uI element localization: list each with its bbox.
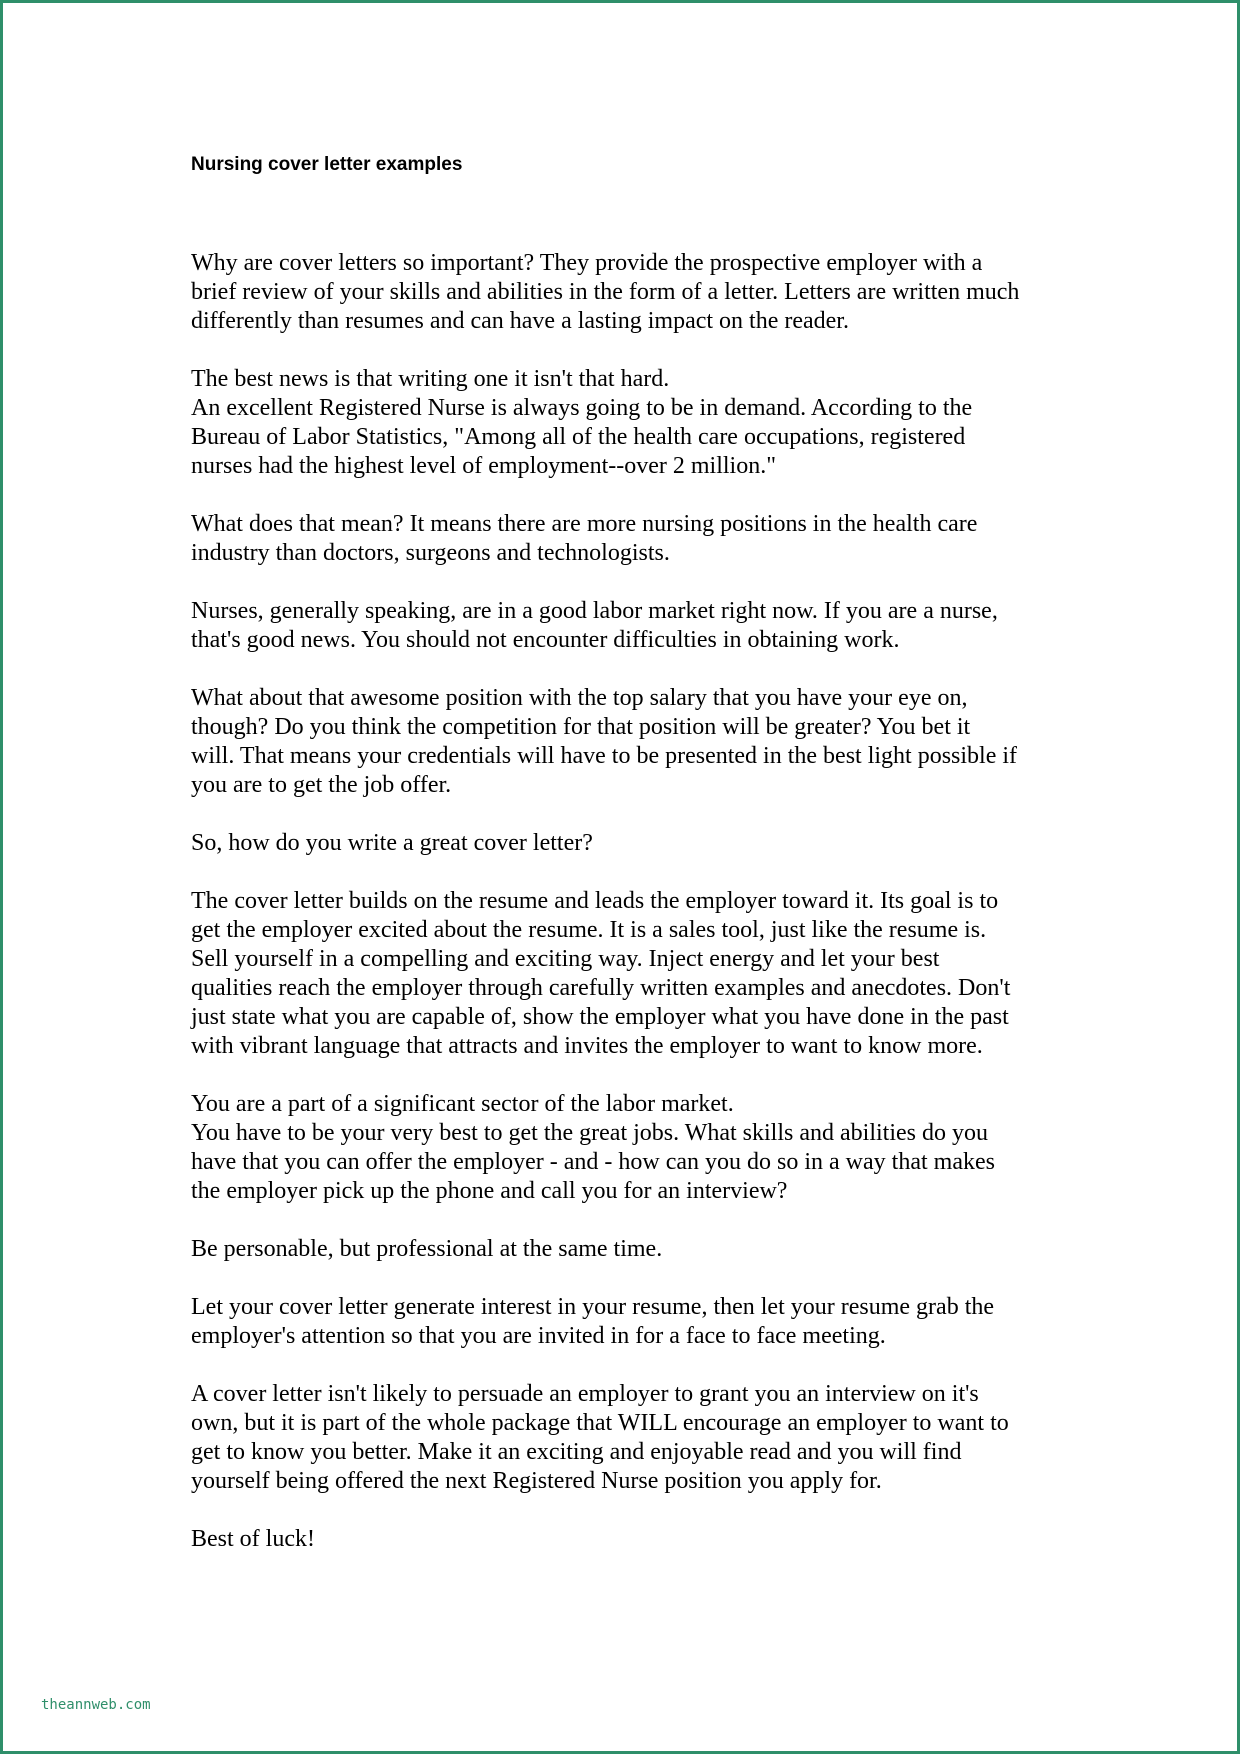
paragraph-line: nurses had the highest level of employment--over 2 million." — [191, 453, 776, 479]
paragraph-line: differently than resumes and can have a lasting impact on the reader. — [191, 308, 849, 334]
paragraph — [191, 1235, 1071, 1264]
paragraph-line: Best of luck! — [191, 1526, 315, 1552]
paragraph-line: you are to get the job offer. — [191, 772, 452, 798]
paragraph-line: employer's attention so that you are invited in for a face to face meeting. — [191, 1323, 886, 1349]
paragraph-line: Nurses, generally speaking, are in a good labor market right now. If you are a nurse, — [191, 598, 998, 624]
paragraph-line: Be personable, but professional at the same time. — [191, 1236, 663, 1262]
paragraph-line: brief review of your skills and abilities in the form of a letter. Letters are written much — [191, 279, 1020, 305]
paragraph-line: qualities reach the employer through carefully written examples and anecdotes. Don't — [191, 975, 1011, 1001]
paragraph — [191, 1380, 1071, 1496]
paragraph-line: You have to be your very best to get the great jobs. What skills and abilities do you — [191, 1120, 988, 1146]
paragraph — [191, 1293, 1071, 1351]
paragraph-line: Bureau of Labor Statistics, "Among all of the health care occupations, registered — [191, 424, 966, 450]
paragraph-line: So, how do you write a great cover letter? — [191, 830, 593, 856]
paragraph — [191, 249, 1071, 336]
paragraph-line: The cover letter builds on the resume and leads the employer toward it. Its goal is to — [191, 888, 999, 914]
paragraph-line: A cover letter isn't likely to persuade an employer to grant you an interview on it's — [191, 1381, 979, 1407]
paragraph-line: have that you can offer the employer - and - how can you do so in a way that makes — [191, 1149, 995, 1175]
paragraph — [191, 1090, 1071, 1206]
document-title: Nursing cover letter examples — [191, 154, 463, 175]
watermark-text: theannweb.com — [41, 1697, 151, 1713]
paragraph — [191, 365, 1071, 481]
paragraph-line: get to know you better. Make it an exciting and enjoyable read and you will find — [191, 1439, 962, 1465]
paragraph-line: You are a part of a significant sector of the labor market. — [191, 1091, 734, 1117]
paragraph — [191, 597, 1071, 655]
paragraph-line: the employer pick up the phone and call you for an interview? — [191, 1178, 788, 1204]
paragraph — [191, 1525, 1071, 1554]
paragraph — [191, 510, 1071, 568]
paragraph-line: yourself being offered the next Registered Nurse position you apply for. — [191, 1468, 882, 1494]
paragraph-line: What does that mean? It means there are more nursing positions in the health care — [191, 511, 978, 537]
paragraph — [191, 829, 1071, 858]
paragraph-line: get the employer excited about the resume. It is a sales tool, just like the resume is. — [191, 917, 987, 943]
paragraph — [191, 684, 1071, 800]
paragraph-line: own, but it is part of the whole package that WILL encourage an employer to want to — [191, 1410, 1009, 1436]
document-body — [191, 249, 1071, 1554]
paragraph-line: with vibrant language that attracts and invites the employer to want to know more. — [191, 1033, 983, 1059]
paragraph-line: though? Do you think the competition for that position will be greater? You bet it — [191, 714, 971, 740]
paragraph-line: The best news is that writing one it isn't that hard. — [191, 366, 670, 392]
paragraph-line: will. That means your credentials will have to be presented in the best light possible if — [191, 743, 1018, 769]
paragraph-line: What about that awesome position with the top salary that you have your eye on, — [191, 685, 968, 711]
paragraph — [191, 887, 1071, 1061]
paragraph-line: An excellent Registered Nurse is always going to be in demand. According to the — [191, 395, 973, 421]
paragraph-line: industry than doctors, surgeons and technologists. — [191, 540, 670, 566]
paragraph-line: Sell yourself in a compelling and exciting way. Inject energy and let your best — [191, 946, 940, 972]
document — [191, 153, 1071, 1583]
paragraph-line: Let your cover letter generate interest in your resume, then let your resume grab the — [191, 1294, 995, 1320]
paragraph-line: that's good news. You should not encounter difficulties in obtaining work. — [191, 627, 900, 653]
paragraph-line: just state what you are capable of, show the employer what you have done in the past — [191, 1004, 1009, 1030]
paragraph-line: Why are cover letters so important? They provide the prospective employer with a — [191, 250, 983, 276]
